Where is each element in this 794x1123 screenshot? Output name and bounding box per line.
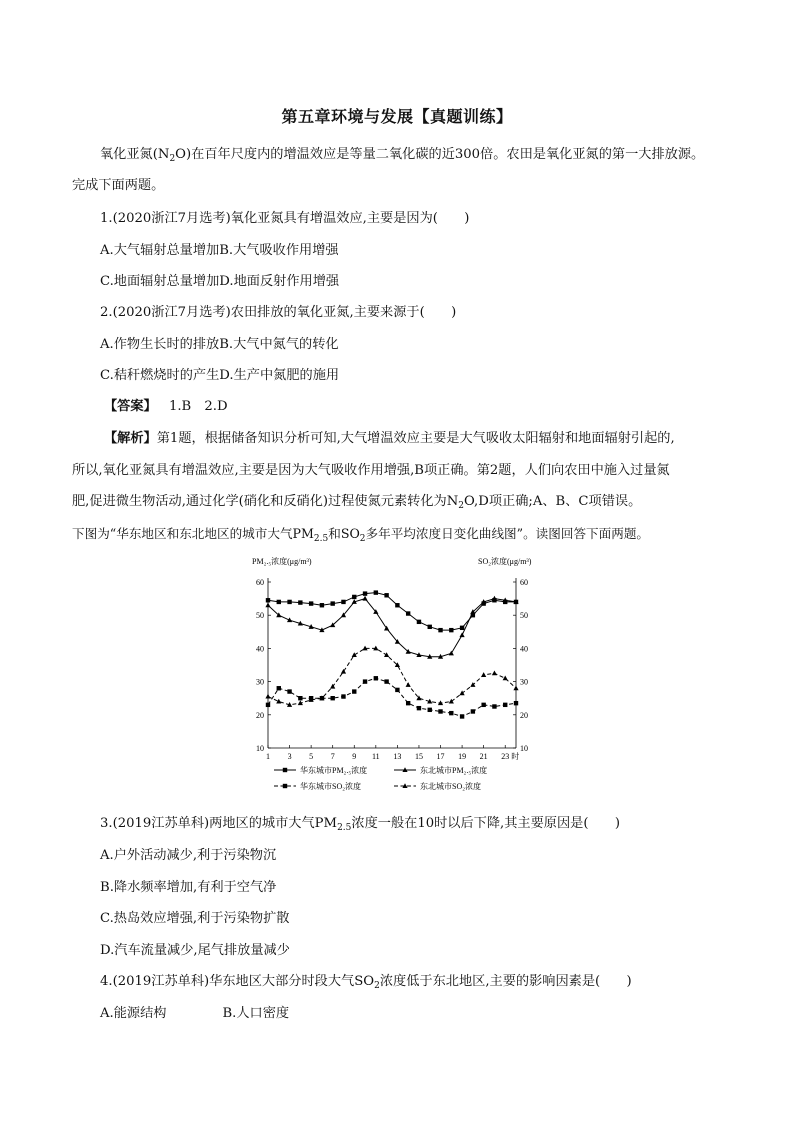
analysis-text-1: 第1题，根据储备知识分析可知,大气增温效应主要是大气吸收太阳辐射和地面辐射引起的,	[156, 431, 675, 446]
x-tick-label: 15	[414, 752, 423, 761]
data-point	[298, 696, 302, 700]
data-point	[428, 708, 432, 712]
series-line	[268, 678, 516, 716]
legend-item	[394, 765, 487, 775]
data-point	[417, 706, 421, 710]
x-tick-label: 21	[479, 752, 488, 761]
data-point	[492, 671, 497, 676]
legend-label: 东北城市PM₂.₅浓度	[420, 766, 488, 775]
data-point	[428, 625, 432, 629]
data-point	[374, 676, 378, 680]
q1-stem: 1.(2020浙江7月选考)氧化亚氮具有增温效应,主要是因为( )	[100, 211, 470, 226]
q1-options-ab: A.大气辐射总量增加B.大气吸收作用增强	[100, 243, 339, 258]
legend-label: 东北城市SO₂浓度	[420, 782, 482, 791]
chart-intro-sub1: 2.5	[313, 534, 329, 544]
series-line	[268, 599, 516, 657]
data-point	[362, 596, 367, 601]
pm25-so2-chart	[248, 548, 548, 800]
y-tick-label-left: 20	[256, 710, 264, 720]
data-point	[384, 593, 388, 597]
data-point	[384, 652, 389, 657]
y-tick-label-right: 60	[520, 578, 528, 587]
series-2	[265, 596, 518, 659]
x-tick-label: 7	[330, 752, 335, 761]
data-point	[384, 679, 388, 683]
q4-options	[100, 1004, 289, 1024]
x-tick-label: 13	[393, 752, 402, 761]
y-tick-label-left: 10	[256, 744, 264, 753]
q1-options-cd: C.地面辐射总量增加D.地面反射作用增强	[100, 274, 340, 289]
data-point	[352, 689, 356, 693]
page-title: 第五章环境与发展【真题训练】	[281, 107, 513, 126]
data-point	[514, 701, 518, 705]
data-point	[363, 679, 367, 683]
legend-item	[394, 781, 481, 791]
chart-intro-b: 和SO	[328, 526, 360, 541]
data-point	[449, 651, 454, 656]
data-point	[449, 699, 454, 704]
y-tick-label-right: 40	[520, 644, 528, 654]
data-point	[363, 591, 367, 595]
answer-label: 【答案】	[104, 399, 157, 414]
series-3	[266, 676, 518, 719]
analysis-text-3a: 肥,促进微生物活动,通过化学(硝化和反硝化)过程使氮元素转化为N	[72, 494, 459, 509]
q2-options-ab: A.作物生长时的排放B.大气中氮气的转化	[100, 337, 339, 352]
q3-option-c: C.热岛效应增强,利于污染物扩散	[100, 911, 290, 926]
data-point	[417, 620, 421, 624]
y-tick-label-right: 20	[520, 710, 528, 720]
data-point	[341, 600, 345, 604]
intro-line-1	[100, 145, 704, 169]
data-point	[374, 590, 378, 594]
y-axis-label-right: SO₂浓度(μg/m³)	[478, 557, 532, 566]
y-tick-label-right: 30	[520, 677, 528, 687]
x-tick-label: 19	[458, 752, 467, 761]
data-point	[459, 690, 464, 695]
series-4	[265, 646, 518, 707]
analysis-label: 【解析】	[104, 431, 157, 446]
legend-marker	[283, 768, 287, 772]
x-tick-label: 11	[371, 752, 380, 761]
data-point	[330, 601, 334, 605]
legend-label: 华东城市PM₂.₅浓度	[300, 766, 368, 775]
data-point	[481, 703, 485, 707]
q3-option-d: D.汽车流量减少,尾气排放量减少	[100, 943, 290, 958]
data-point	[265, 694, 270, 699]
q4-stem-b: 浓度低于东北地区,主要的影响因素是( )	[379, 974, 632, 989]
data-point	[277, 686, 281, 690]
y-tick-label-right: 50	[520, 611, 528, 621]
data-point	[406, 701, 410, 705]
intro-text-a: 氧化亚氮(N	[100, 147, 170, 162]
data-point	[341, 694, 345, 698]
data-point	[277, 600, 281, 604]
series-1	[266, 590, 518, 632]
q3-option-a: A.户外活动减少,利于污染物沉	[100, 848, 277, 863]
data-point	[438, 628, 442, 632]
q3-stem-a: 3.(2019江苏单科)两地区的城市大气PM	[100, 816, 338, 831]
data-point	[503, 675, 508, 680]
data-point	[406, 682, 411, 687]
y-tick-label-left: 50	[256, 611, 264, 621]
data-point	[298, 600, 302, 604]
q2-stem: 2.(2020浙江7月选考)农田排放的氧化亚氮,主要来源于( )	[100, 305, 457, 320]
chart-plot-area	[256, 578, 528, 761]
data-point	[287, 600, 291, 604]
data-point	[287, 689, 291, 693]
data-point	[266, 598, 270, 602]
analysis-text-3b: O,D项正确;A、B、C项错误。	[464, 494, 642, 509]
y-axis-label-left: PM₂.₅浓度(μg/m³)	[252, 557, 312, 566]
chart-legend	[274, 765, 487, 791]
chart-intro-sub2: 2	[359, 534, 366, 544]
intro-line-2: 完成下面两题。	[72, 178, 165, 193]
data-point	[352, 595, 356, 599]
data-point	[352, 652, 357, 657]
intro-subscript: 2	[169, 154, 176, 164]
x-tick-label: 5	[309, 752, 314, 761]
analysis-line-2: 所以,氧化亚氮具有增温效应,主要是因为大气吸收作用增强,B项正确。第2题，人们向农田中施入过量氮	[72, 463, 670, 478]
q3-stem-b: 浓度一般在10时以后下降,其主要原因是( )	[351, 816, 621, 831]
data-point	[503, 703, 507, 707]
data-point	[395, 603, 399, 607]
series-line	[268, 648, 516, 704]
chart-intro	[72, 524, 649, 549]
chart-intro-a: 下图为“华东地区和东北地区的城市大气PM	[72, 526, 314, 541]
data-point	[449, 711, 453, 715]
data-point	[309, 601, 313, 605]
data-point	[492, 704, 496, 708]
y-tick-label-left: 60	[256, 578, 264, 587]
data-point	[438, 709, 442, 713]
intro-text-b: O)在百年尺度内的增温效应是等量二氧化碳的近300倍。农田是氧化亚氮的第一大排放源。	[175, 147, 705, 162]
answer-text: 1.B 2.D	[168, 399, 228, 414]
analysis-line-1	[104, 429, 675, 449]
data-point	[460, 626, 464, 630]
y-tick-label-left: 40	[256, 644, 264, 654]
y-tick-label-right: 10	[520, 744, 528, 753]
legend-label: 华东城市SO₂浓度	[300, 782, 362, 791]
answer-line	[104, 397, 228, 417]
data-point	[330, 696, 334, 700]
data-point	[406, 611, 410, 615]
data-point	[395, 688, 399, 692]
q4-option-a: A.能源结构	[100, 1006, 167, 1021]
data-point	[459, 632, 464, 637]
legend-marker	[283, 784, 287, 788]
analysis-line-3	[72, 492, 641, 516]
legend-item	[274, 781, 361, 791]
analysis-subscript: 2	[458, 501, 465, 511]
q3-stem-sub: 2.5	[337, 823, 352, 833]
data-point	[265, 602, 270, 607]
q4-stem	[100, 972, 632, 996]
q3-stem	[100, 814, 620, 838]
q4-stem-sub: 2	[374, 981, 380, 991]
data-point	[266, 703, 270, 707]
q4-option-b: B.人口密度	[222, 1006, 290, 1021]
q2-options-cd: C.秸秆燃烧时的产生D.生产中氮肥的施用	[100, 368, 340, 383]
x-tick-label: 9	[352, 752, 357, 761]
x-tick-label: 17	[436, 752, 445, 761]
chart-intro-c: 多年平均浓度日变化曲线图”。读图回答下面两题。	[365, 526, 650, 541]
data-point	[449, 628, 453, 632]
data-point	[471, 709, 475, 713]
data-point	[320, 603, 324, 607]
data-point	[460, 714, 464, 718]
q4-stem-a: 4.(2019江苏单科)华东地区大部分时段大气SO	[100, 974, 375, 989]
x-tick-label: 3	[287, 752, 292, 761]
x-tick-label: 23 时	[501, 752, 520, 761]
legend-item	[274, 765, 367, 775]
data-point	[513, 685, 518, 690]
q3-option-b: B.降水频率增加,有利于空气净	[100, 880, 277, 895]
x-tick-label: 1	[266, 752, 270, 761]
data-point	[481, 672, 486, 677]
y-tick-label-left: 30	[256, 677, 264, 687]
